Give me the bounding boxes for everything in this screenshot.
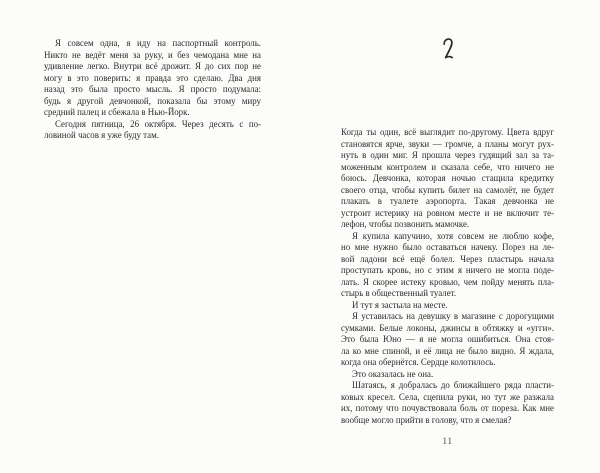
- text-line: Когда ты один, всё выглядит по-другому. Цвета вдруг: [341, 127, 554, 137]
- page-number: 11: [442, 437, 453, 447]
- text-line: Это оказалась не она.: [352, 368, 434, 379]
- text-line: могу в это поверить: я правда это сделаю. Два дня: [44, 72, 261, 83]
- text-line: стырь в общественный туалет.: [341, 288, 457, 298]
- right-page-text: [341, 127, 554, 426]
- text-line: проступать кровь, но с этим я ничего не могла поде-: [341, 265, 554, 275]
- text-line: вой ладони всё ещё болел. Через пластырь начала: [341, 253, 554, 264]
- text-line: вообще могло прийти в голову, что я смелая?: [341, 414, 512, 425]
- text-line: своего отца, чтобы купить билет на самолёт, не будет: [341, 184, 554, 195]
- text-line: их, потому что почувствовала боль от пореза. Как мне: [341, 403, 554, 413]
- text-line: боюсь. Девчонка, которая ночью стащила кредитку: [341, 173, 554, 183]
- text-line: Это была Юно — я не могла ошибиться. Она стоя-: [341, 334, 554, 344]
- text-line: И тут я застыла на месте.: [352, 299, 448, 310]
- text-line: назад это была просто мысль. Я просто подумала:: [44, 84, 261, 94]
- text-line: Я уставилась на девушку в магазине с дорогущими: [352, 311, 554, 321]
- text-line: нуть в один миг. Я прошла через гудящий зал за та-: [341, 150, 554, 160]
- text-line: средний палец и сбежала в Нью-Йорк.: [44, 107, 190, 117]
- handwritten-2-icon: [440, 36, 456, 62]
- text-line: становятся ярче, звуки — громче, а планы могут рух-: [341, 138, 554, 149]
- chapter-number: [341, 36, 554, 62]
- text-line: лефон, чтобы позвонить мамочке.: [341, 219, 470, 229]
- text-line: устроит истерику на ровном месте и не включит те-: [341, 207, 554, 218]
- text-line: плакать в туалете аэропорта. Такая девчонка не: [341, 196, 554, 206]
- text-line: будь я другой девчонкой, показала бы этому миру: [44, 95, 261, 106]
- text-line: ла ко мне спиной, и её лица не было видно. Я ждала,: [341, 345, 554, 356]
- text-line: ковых кресел. Села, сцепила руки, но тут же разжала: [341, 391, 554, 402]
- text-line: Сегодня пятница, 26 октября. Через десять с по-: [55, 118, 261, 129]
- text-line: удивление легко. Внутри всё дрожит. Я до сих пор не: [44, 61, 261, 71]
- text-line: Я купила капучино, хотя совсем не люблю кофе,: [352, 230, 554, 241]
- text-line: Шатаясь, я добралась до ближайшего ряда пласти-: [352, 380, 554, 390]
- text-line: Никто не ведёт меня за руку, и без чемодана мне на: [44, 49, 261, 60]
- page-right[interactable]: [300, 0, 600, 473]
- text-line: но мне нужно было оставаться начеку. Порез на ле-: [341, 242, 554, 252]
- text-line: моженным контролем и сказала себе, что ничего не: [341, 161, 554, 172]
- text-line: когда она обернётся. Сердце колотилось.: [341, 357, 496, 367]
- text-line: лать. Я скорее истеку кровью, чем пойду менять пла-: [341, 276, 554, 287]
- left-page-text: [44, 38, 261, 142]
- text-line: Я совсем одна, я иду на паспортный контроль.: [55, 38, 261, 48]
- text-line: ловиной часов я уже буду там.: [44, 130, 159, 140]
- text-line: сумками. Белые локоны, джинсы в обтяжку и «угги».: [341, 322, 554, 333]
